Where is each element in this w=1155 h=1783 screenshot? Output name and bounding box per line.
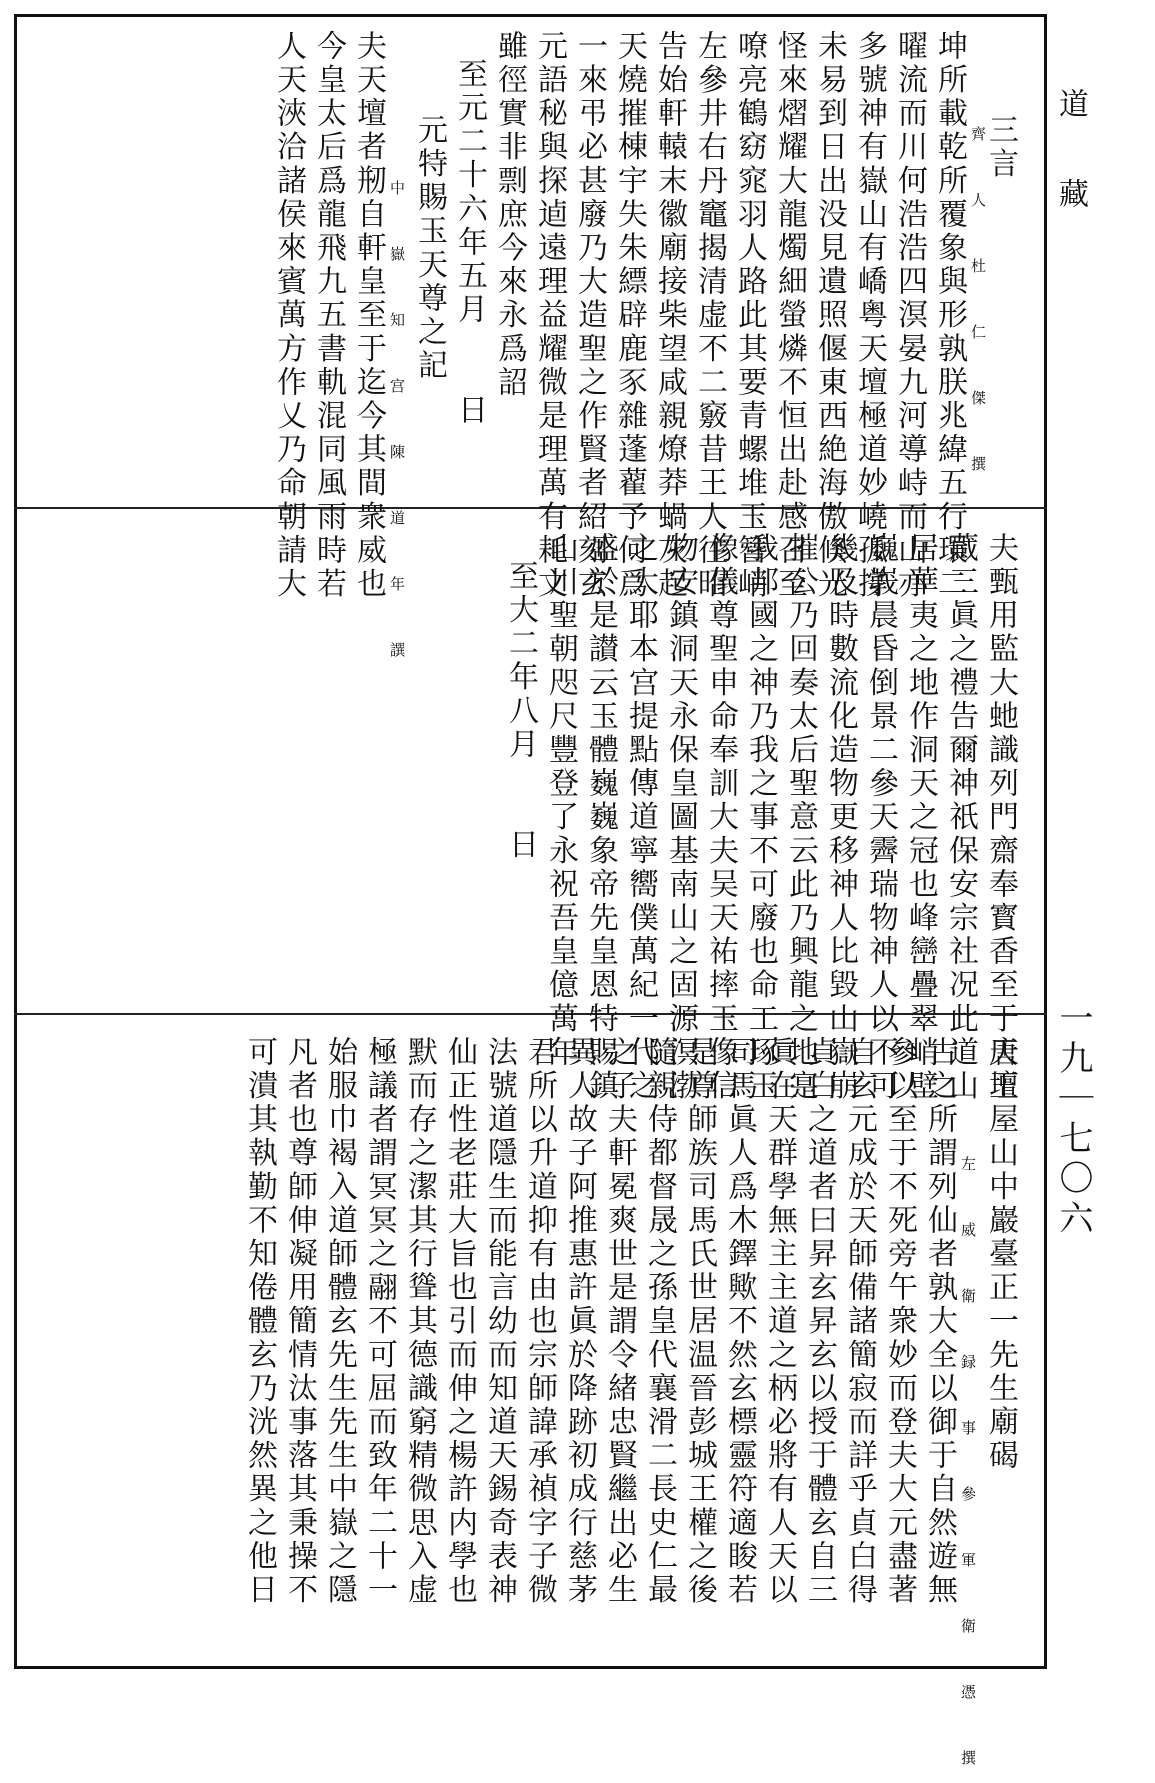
column-text: 今皇太后爲龍飛九五書軌混同風雨時若 [311,30,346,602]
column-text: 參以至于不死旁午衆妙而登夫大元盡著 [882,1036,917,1608]
column-text: 坤所載乾所覆象與形孰朕兆緯五行環二 [932,30,967,602]
column-text: 眞在天群學無主主道之柄必將有人天以 [762,1036,797,1608]
column-text: 君所以升道抑有由也宗師諱承禎字子微 [522,1036,557,1608]
column-text: 仙正性老莊大旨也引而伸之楊許内學也 [442,1036,477,1608]
column-text: 天燒摧棟宇失朱縹辟鹿豕雜蓬藋予何爲 [612,30,647,602]
column-text: 曜流而川何浩浩四溟晏九河導峙而山亦 [892,30,927,602]
column-author: 左 威 衛 録 事 參 軍 衛 憑 撰 [959,1156,977,1783]
column-text: 可潰其執勤不知倦體玄乃洸然異之他日 [242,1036,277,1608]
column-text: 夫天壇者剏自軒皇至于迄今其間衆威也 [351,30,386,602]
column-text: 始服巾褐入道師體玄先生先生中嶽之隱 [322,1036,357,1608]
register-bottom [110,1036,1018,1783]
column-text: 多號神有嶽山有嶠粤天壇極道妙嶢孤撐 [852,30,887,602]
column-text: 古之所謂列仙者孰大全以御于自然遊無 [922,1036,957,1608]
column-text: 巍峩晨昏倒景二參天霽瑞物神人以不可 [863,532,898,1104]
column-text: 嘹亮鶴窈窕羽人路此其要青螺堆玉簪峭 [732,30,767,602]
column-text: 左參井右丹竈揭清虚不二竅昔王人往昭 [692,30,727,602]
column-text: 元語秘與探逌遠理益耀微是理萬有耗文 [532,30,567,602]
column-text: 是尊師族司馬氏世居温晉彭城王權之後 [682,1036,717,1608]
column-text: 自玄元成於天師備諸簡寂而詳乎貞白得 [842,1036,877,1608]
column-text: 幾及時數流化造物更移神人比毀山嶽崩 [823,532,858,1104]
column-text: 物安鎮洞天永保皇圖基南山之固源溟渤 [663,532,698,1104]
column-text: 人天浹洽諸侯來賓萬方作乂乃命朝請大 [271,30,306,602]
column-text: 山川聖朝咫尺豐登了永祝吾皇億萬年 [543,532,578,1070]
column-text: 法號道隱生而能言幼而知道天錫奇表神 [482,1036,517,1608]
collection-title: 道 藏 [1053,88,1088,208]
column-text: 夫甄用監大虵識列門齋奉寳香至于天壇 [983,532,1018,1104]
column-text: 貞白之道者曰昇玄昇玄以授于體玄自三 [802,1036,837,1608]
column-text: 司馬眞人爲木鐸歟不然玄標靈符適睃若 [722,1036,757,1608]
column-heading: 元特賜玉天尊之記 [412,114,447,383]
column-text: 默而存之潔其行聳其德識窮精微思入虚 [402,1036,437,1608]
column-author: 中 嶽 知 宫 陳 道 年 譔 [388,180,406,675]
column-text: 隨親侍都督晟之孫皇代襄滑二長史仁最 [642,1036,677,1608]
column-date: 至元二十六年五月 日 [452,58,487,428]
column-author: 齊 人 杜 仁 傑 撰 [969,126,987,489]
column-text: 摧公乃回奏太后聖意云此乃興龍之地寔 [783,532,818,1104]
column-text: 盛於是讃云玉體巍巍象帝先皇恩特賜鎮 [583,532,618,1104]
page-number: 一九｜七〇六 [1053,1000,1093,1240]
column-text: 告始軒轅末徽廟接柴望咸親燎莽蝸灰起 [652,30,687,602]
column-text: 我邦國之神乃我之事不可廢也命工琢玉 [743,532,778,1104]
column-text: 怪來熠耀大龍燭細螢燐不恒出赴感召至 [772,30,807,602]
column-text: 之大耶本宫提點傳道寧嚮僕萬紀一代之 [623,532,658,1104]
column-text: 居華夷之地作洞天之冠也峰巒疊翠峭壁 [903,532,938,1104]
column-text: 一來弔必甚廢乃大造聖之作賢者紹刻玄 [572,30,607,602]
column-text: 雖徑實非剽庶今來永爲詔 [492,30,527,400]
column-text: 異人故子阿推惠許眞於降跡初成行慈茅 [562,1036,597,1608]
column-text: 極議者謂冥冥之翮不可屈而致年二十一 [362,1036,397,1608]
column-date: 至大二年八月 日 [503,560,538,863]
column-text: 蔵三眞之禮告爾神祇保安宗社况此道山 [943,532,978,1104]
column-text: 之子夫軒冕爽世是謂令緒忠賢繼出必生 [602,1036,637,1608]
column-heading: 三言 [983,114,1018,182]
column-text: 凡者也尊師伸凝用簡情汰事落其秉操不 [282,1036,317,1608]
column-text: 像儀尊聖申命奉訓大夫吴天祐摔玉像信 [703,532,738,1104]
column-text: 未易到日出没見遺照偃東西絶海傲倏光 [812,30,847,602]
register-middle [110,532,1018,1104]
column-heading: 唐王屋山中巖臺正一先生廟碣 [983,1036,1018,1473]
